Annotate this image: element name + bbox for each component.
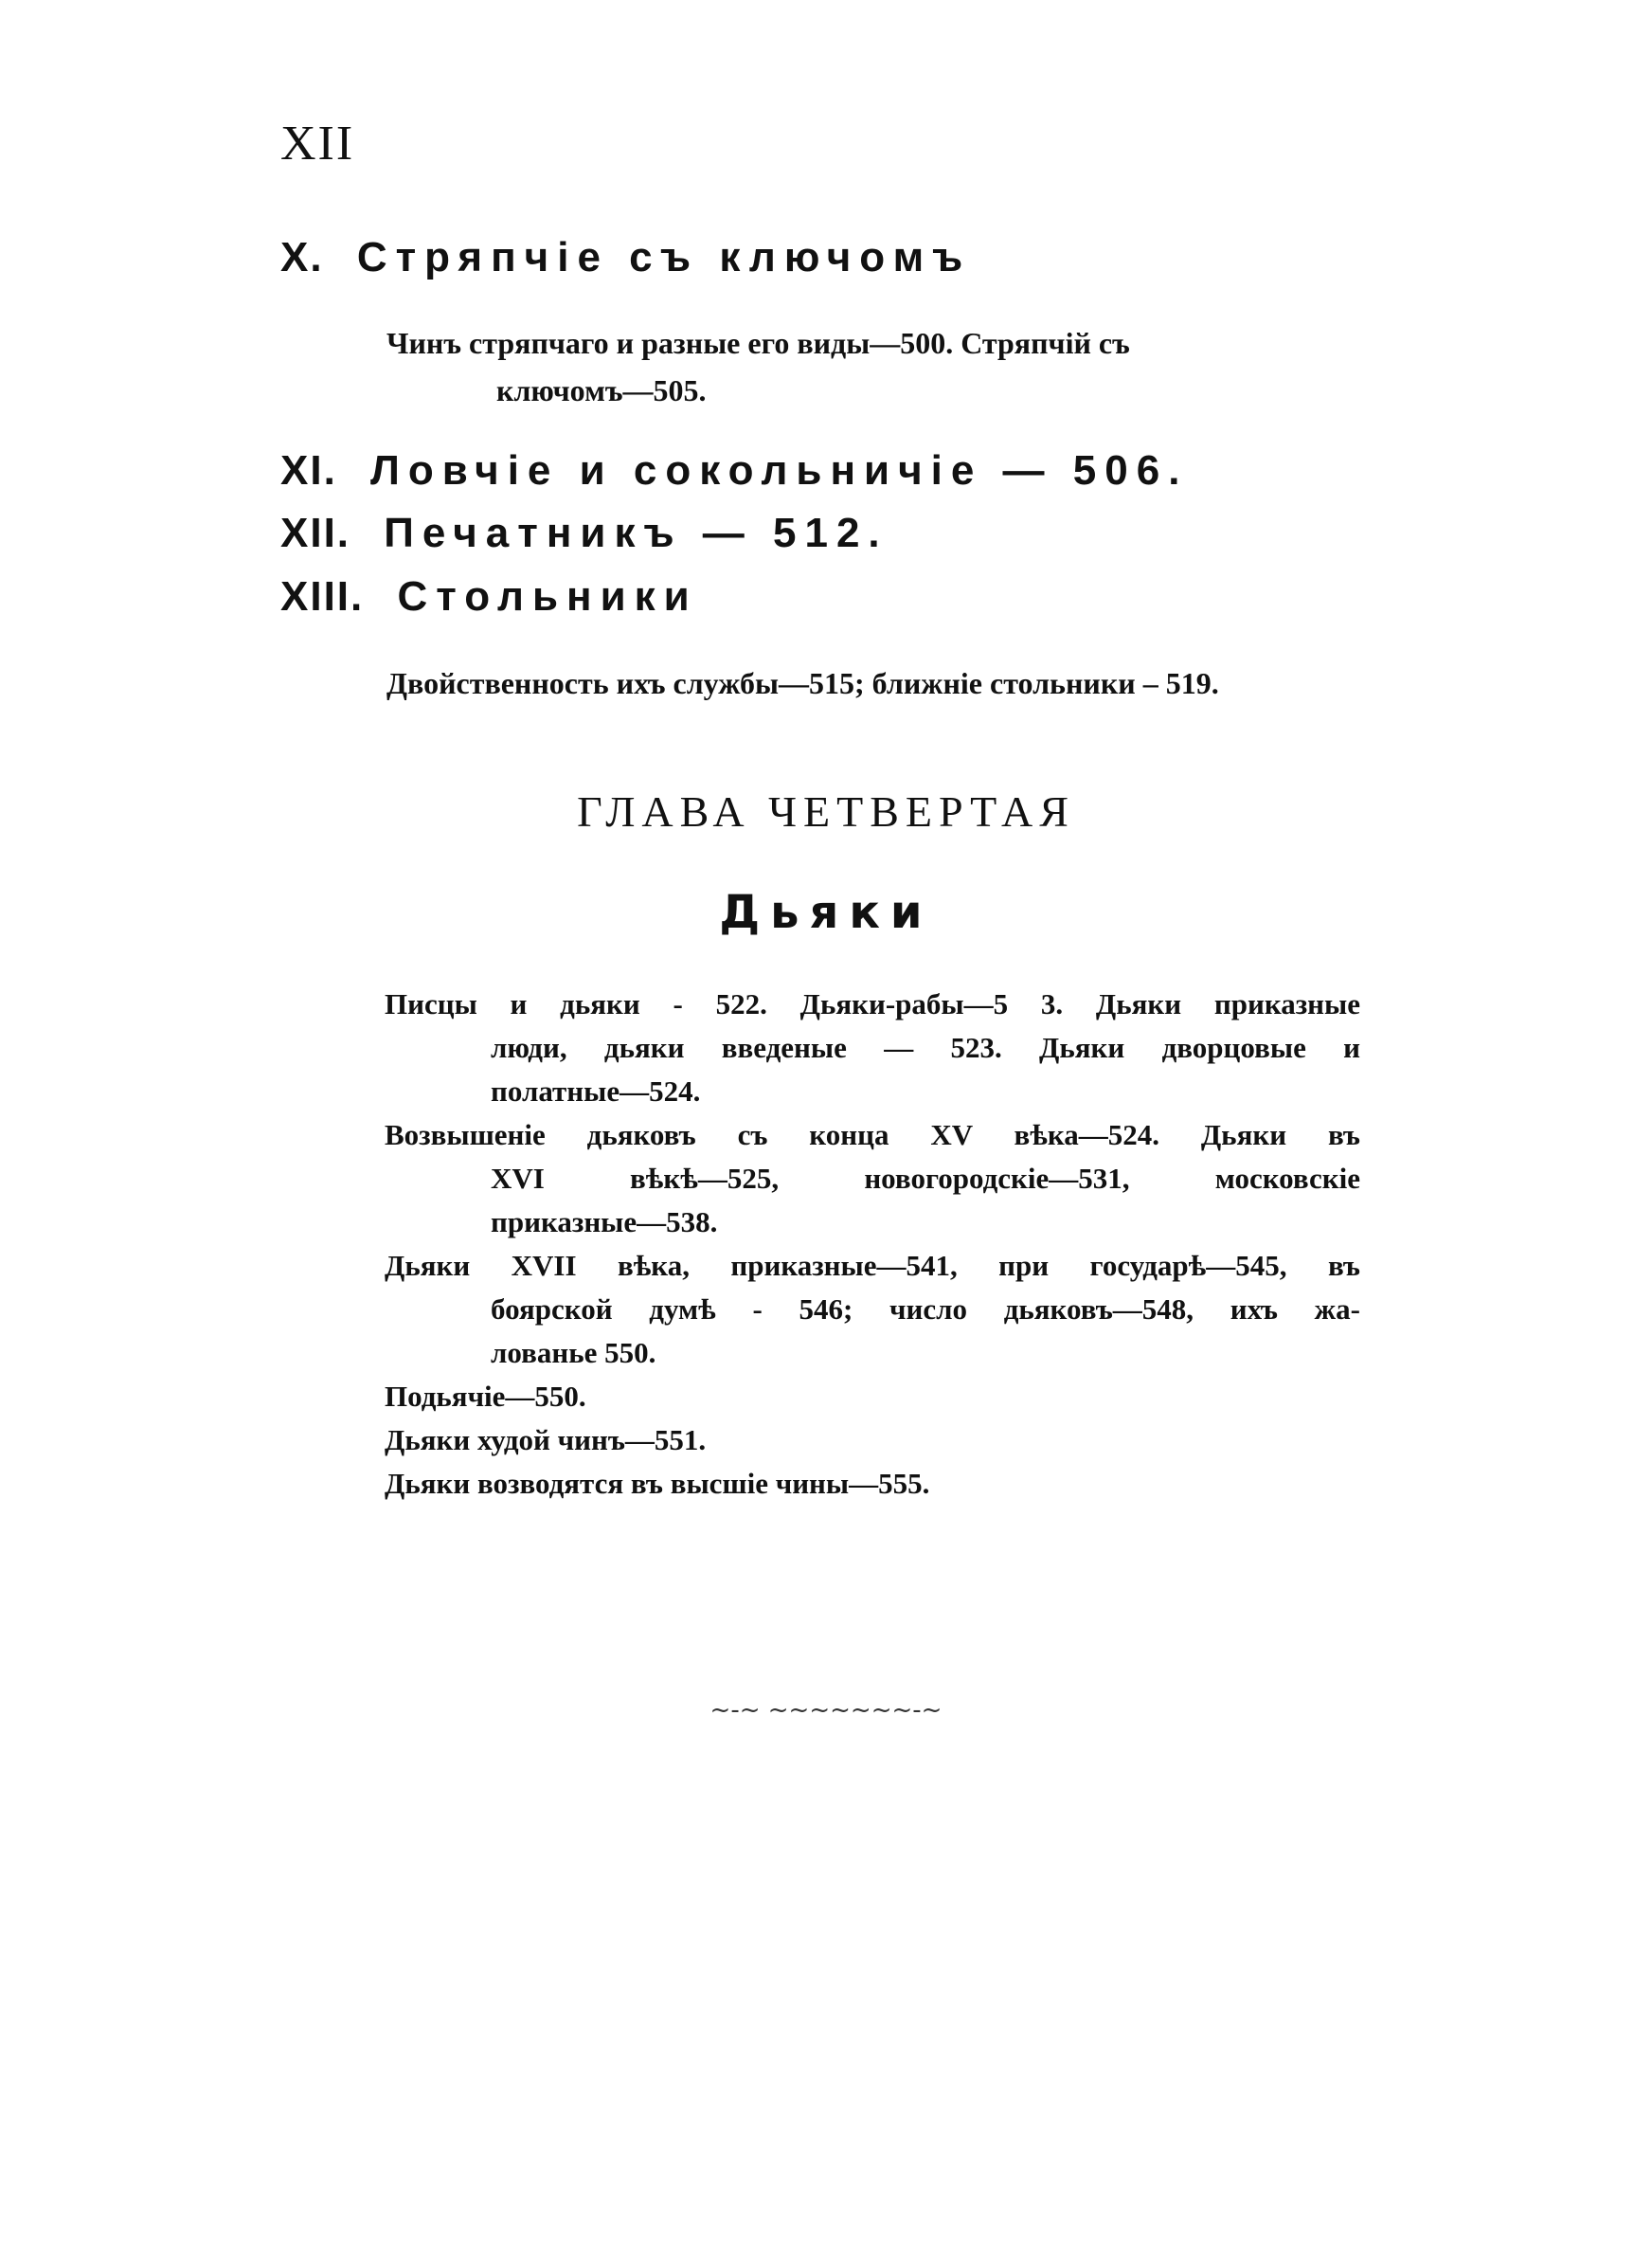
- section-number: XI.: [280, 447, 337, 494]
- list-item: [385, 1244, 1360, 1375]
- section-heading-x: [280, 234, 971, 281]
- detail-line: Чинъ стряпчаго и разные его виды—500. Стряпчій съ: [386, 326, 1130, 360]
- entry-line: Возвышеніе дьяковъ съ конца XV вѣка—524. Дьяки въ: [385, 1118, 1360, 1151]
- entry-line: Дьяки худой чинъ—551.: [385, 1423, 707, 1456]
- section-heading-xii: [280, 510, 889, 557]
- list-item: [385, 1418, 1360, 1462]
- section-x-details: [386, 319, 1130, 414]
- entry-line: Подьячіе—550.: [385, 1380, 586, 1413]
- chapter-entries: [385, 983, 1360, 1506]
- list-item: [385, 1462, 1360, 1506]
- section-number: XII.: [280, 510, 351, 556]
- list-item: [385, 1375, 1360, 1418]
- chapter-subtitle: Дьяки: [719, 886, 933, 939]
- entry-line: боярской думѣ - 546; число дьяковъ—548, ихъ жа-: [491, 1292, 1360, 1326]
- section-xiii-details: [386, 659, 1219, 707]
- list-item: [385, 983, 1360, 1113]
- entry-line: Дьяки возводятся въ высшіе чины—555.: [385, 1467, 930, 1500]
- entry-line: люди, дьяки введеные — 523. Дьяки дворцовые и: [491, 1031, 1360, 1064]
- entry-line: Писцы и дьяки - 522. Дьяки-рабы—5 3. Дьяки приказные: [385, 987, 1360, 1020]
- section-title: Стольники: [397, 573, 698, 620]
- list-item: [385, 1113, 1360, 1244]
- section-heading-xi: [280, 447, 1188, 495]
- section-heading-xiii: [280, 573, 698, 621]
- end-ornament: ~-~ ~~~~~~~-~: [709, 1696, 943, 1724]
- section-number: XIII.: [280, 573, 365, 620]
- section-number: X.: [280, 234, 324, 280]
- section-title: Печатникъ — 512.: [384, 510, 889, 556]
- page-number: XII: [280, 117, 355, 171]
- entry-line: лованье 550.: [491, 1336, 656, 1369]
- section-title: Ловчіе и сокольничіе — 506.: [370, 447, 1189, 494]
- chapter-title: ГЛАВА ЧЕТВЕРТАЯ: [577, 787, 1075, 836]
- section-title: Стряпчіе съ ключомъ: [356, 234, 972, 280]
- entry-line: полатные—524.: [491, 1074, 701, 1108]
- entry-line: XVI вѣкѣ—525, новогородскіе—531, московскіе: [491, 1162, 1360, 1195]
- detail-line: ключомъ—505.: [496, 373, 707, 407]
- detail-line: Двойственность ихъ службы—515; ближніе стольники – 519.: [386, 666, 1219, 700]
- entry-line: приказные—538.: [491, 1205, 718, 1238]
- entry-line: Дьяки XVII вѣка, приказные—541, при государѣ—545, въ: [385, 1249, 1360, 1282]
